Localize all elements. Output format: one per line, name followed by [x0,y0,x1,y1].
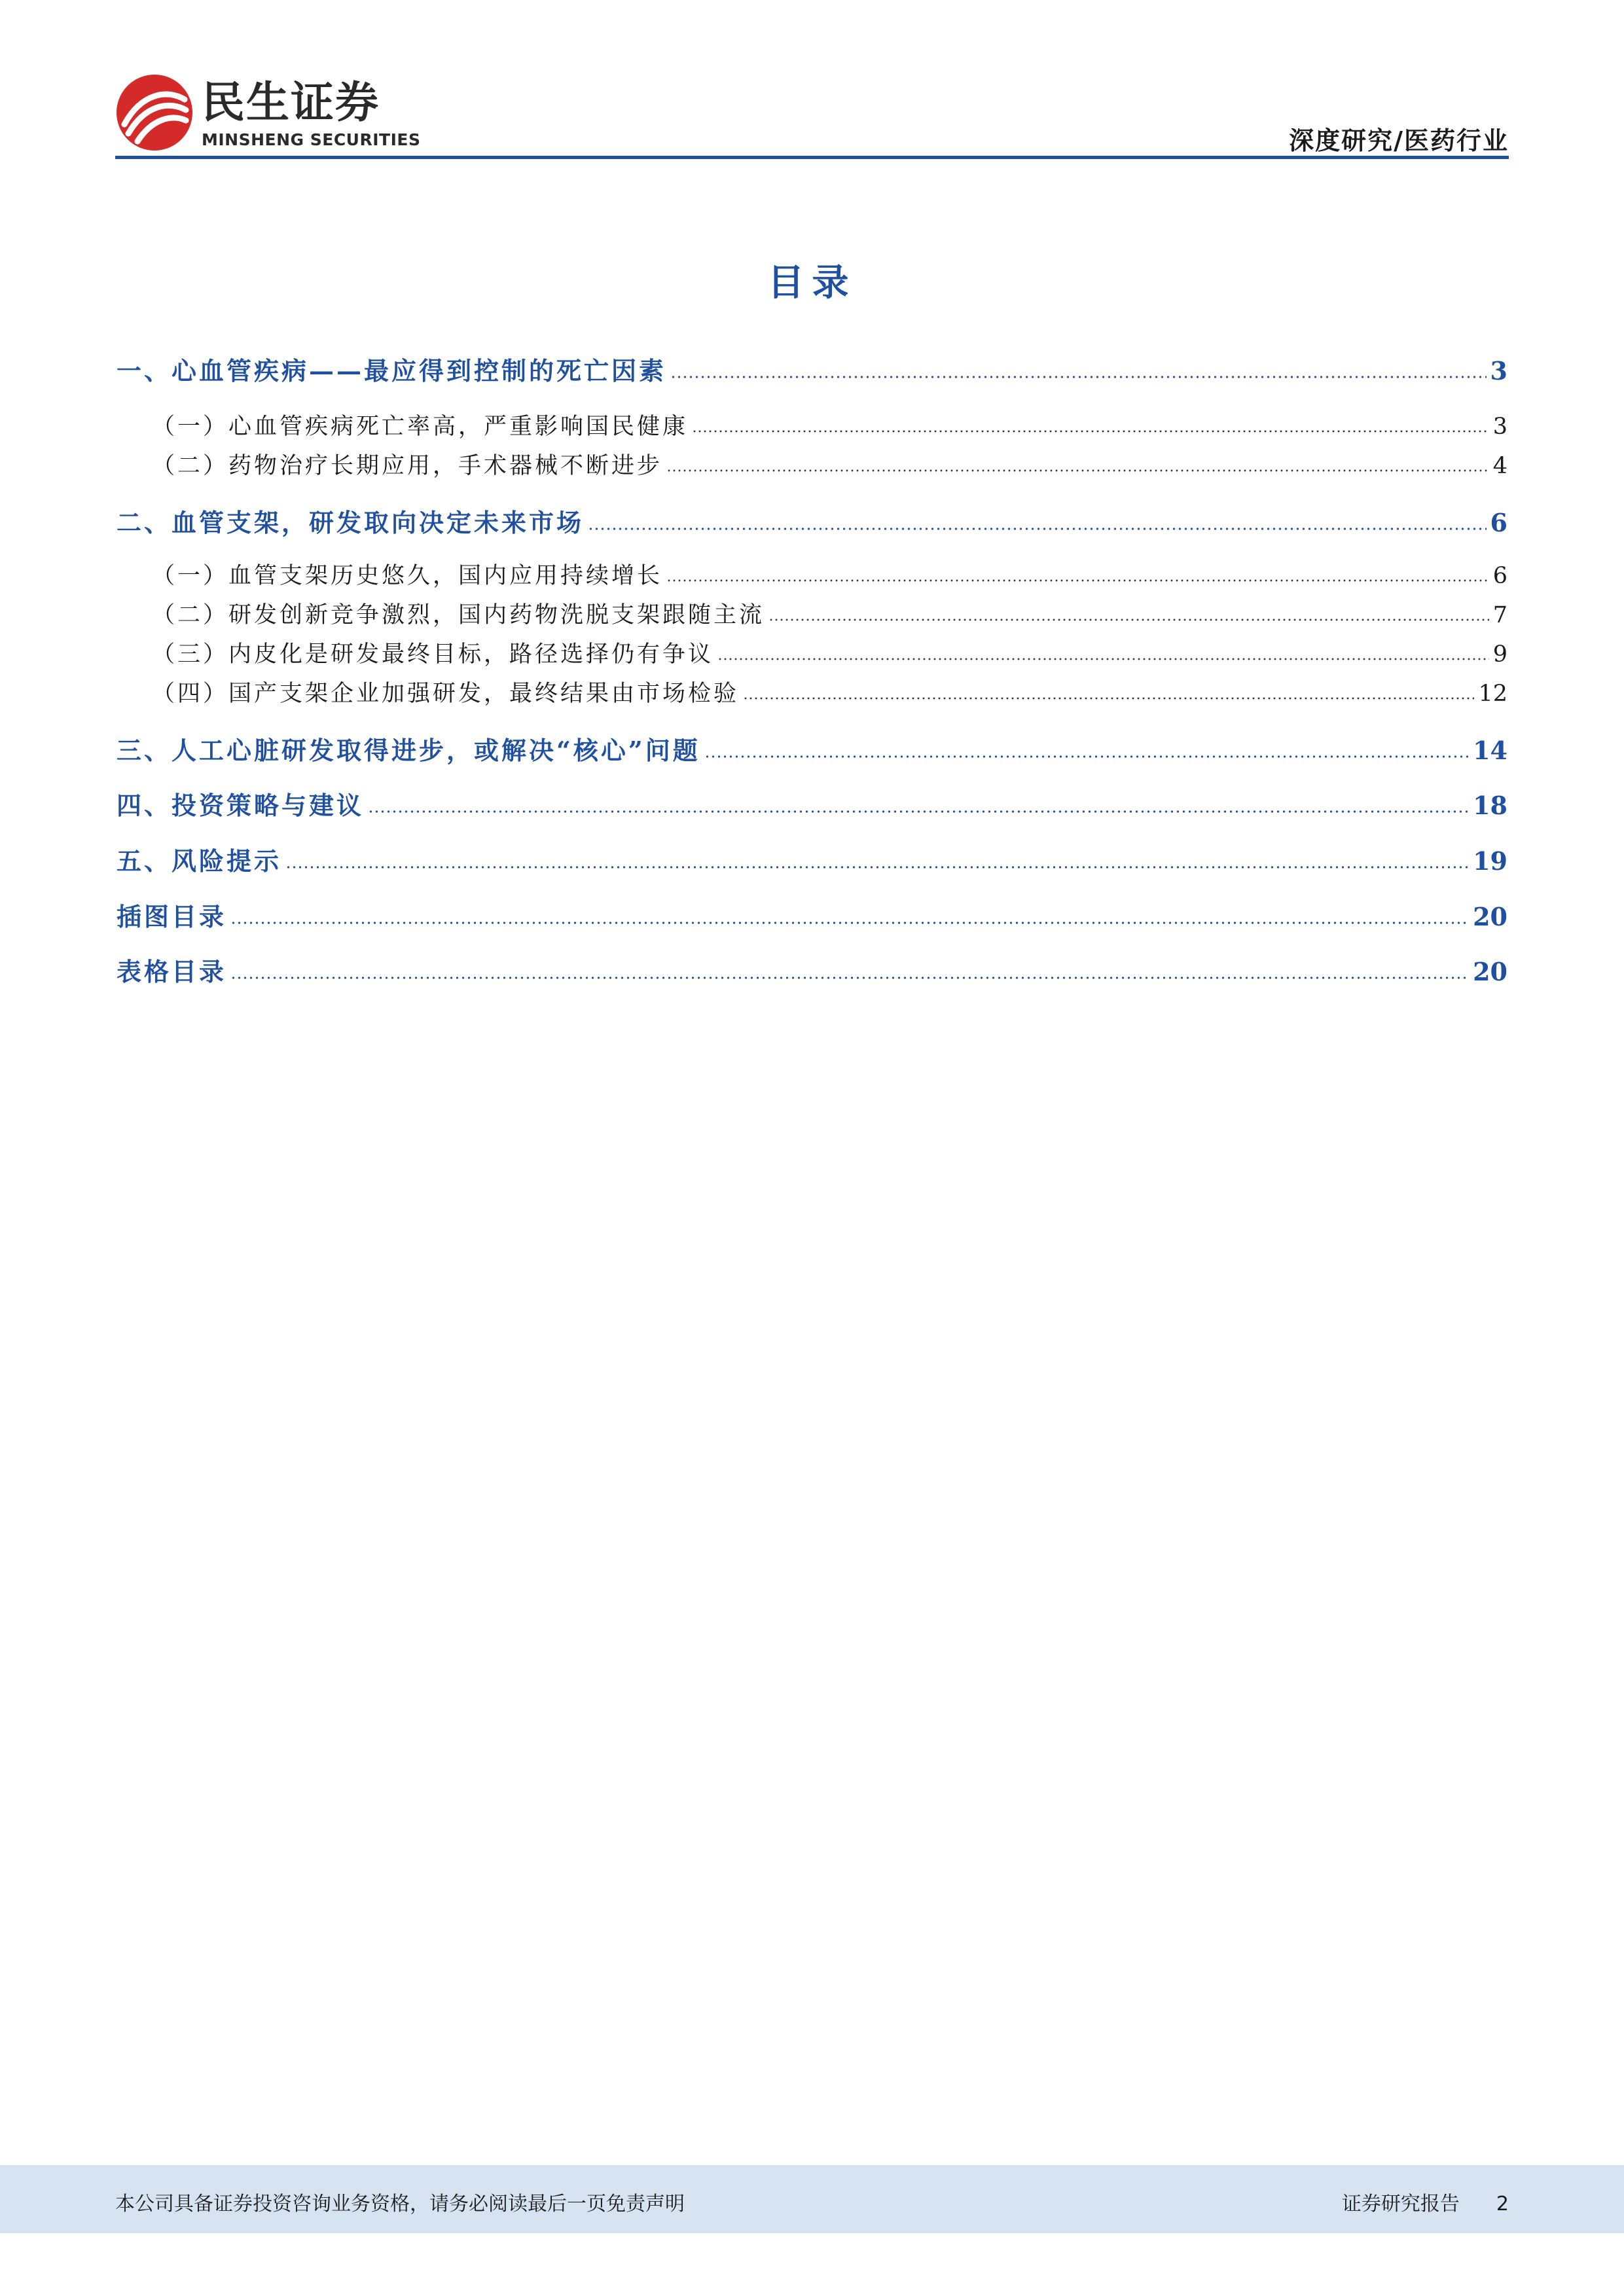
toc-leader-dots [743,678,1474,701]
toc-entry-label: 一、心血管疾病——最应得到控制的死亡因素 [117,356,667,386]
toc-entry[interactable] [117,675,1507,708]
page-number: 2 [1496,2193,1509,2215]
toc-entry-label: 四、投资策略与建议 [117,791,365,820]
toc-entry-page: 18 [1473,791,1507,820]
toc-leader-dots [368,789,1469,814]
toc-entry-label: （一）血管支架历史悠久，国内应用持续增长 [152,563,663,589]
report-category: 深度研究/医药行业 [1289,126,1509,155]
toc-entry-page: 12 [1478,681,1507,707]
toc-entry-label: 表格目录 [117,957,227,986]
toc-entry-label: （一）心血管疾病死亡率高，严重影响国民健康 [152,414,689,440]
page-footer [0,2165,1624,2233]
toc-entry[interactable] [117,558,1507,590]
toc-entry-page: 20 [1473,957,1507,986]
toc-title: 目录 [767,262,857,304]
toc-entry-label: （四）国产支架企业加强研发，最终结果由市场检验 [152,681,740,707]
toc-entry[interactable] [117,785,1507,821]
toc-entry[interactable] [117,952,1507,988]
toc-leader-dots [230,956,1469,980]
logo-chinese-name: 民生证券 [202,77,380,128]
toc-entry-label: 插图目录 [117,902,227,931]
footer-disclaimer: 本公司具备证券投资咨询业务资格，请务必阅读最后一页免责声明 [115,2193,685,2215]
toc-entry[interactable] [117,351,1507,387]
toc-leader-dots [692,411,1489,434]
toc-entry-page: 3 [1490,356,1507,386]
toc-leader-dots [768,600,1489,622]
toc-entry[interactable] [117,597,1507,630]
toc-entry-page: 19 [1473,846,1507,876]
toc-leader-dots [670,355,1487,380]
toc-entry[interactable] [117,841,1507,877]
toc-entry-page: 14 [1473,736,1507,765]
toc-entry-page: 6 [1490,508,1507,537]
header-divider [115,156,1509,159]
toc-entry[interactable] [117,730,1507,766]
toc-entry-page: 3 [1492,414,1507,440]
minsheng-logo-icon [115,73,194,152]
toc-entry-label: 三、人工心脏研发取得进步，或解决“核心”问题 [117,736,700,765]
toc-entry-label: （二）药物治疗长期应用，手术器械不断进步 [152,453,663,479]
company-logo [115,73,429,152]
toc-entry-label: （三）内皮化是研发最终目标，路径选择仍有争议 [152,641,714,668]
toc-entry-page: 4 [1492,453,1507,479]
toc-entry[interactable] [117,503,1507,539]
toc-entry-label: 二、血管支架，研发取向决定未来市场 [117,508,585,537]
toc-entry-page: 20 [1473,902,1507,931]
toc-leader-dots [704,734,1469,759]
toc-leader-dots [230,901,1469,925]
footer-right [1342,2187,1509,2216]
toc-entry[interactable] [117,448,1507,480]
toc-entry-page: 6 [1492,563,1507,589]
toc-leader-dots [717,639,1489,662]
footer-report-type: 证券研究报告 [1341,2193,1460,2215]
toc-entry[interactable] [117,408,1507,441]
toc-entry[interactable] [117,636,1507,669]
toc-entry[interactable] [117,897,1507,933]
toc-leader-dots [285,845,1469,870]
toc-leader-dots [588,507,1487,531]
toc-leader-dots [666,560,1489,583]
toc-entry-page: 9 [1492,641,1507,668]
toc-entry-label: 五、风险提示 [117,846,282,876]
toc-entry-label: （二）研发创新竞争激烈，国内药物洗脱支架跟随主流 [152,602,765,628]
toc-leader-dots [666,450,1489,473]
toc-entry-page: 7 [1492,602,1507,628]
logo-english-name: MINSHENG SECURITIES [202,130,421,149]
